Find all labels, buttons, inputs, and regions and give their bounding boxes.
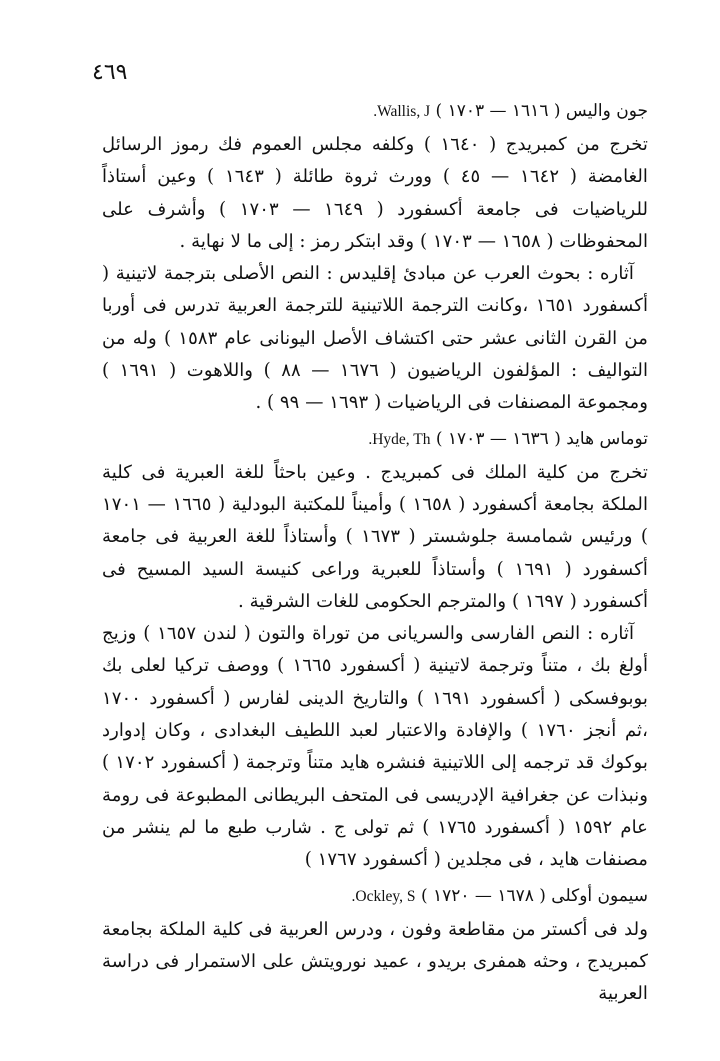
entry-heading-hyde — [102, 424, 648, 455]
entry-paragraph: آثاره : بحوث العرب عن مبادئ إقليدس : النص الأصلى بترجمة لاتينية ( أكسفورد ١٦٥١ ،وكانت الترجمة اللاتينية للترجمة العربية تدرس فى أوربا من القرن الثانى عشر حتى اكتشاف الأصل اليونانى عام ١٥٨٣ ) وله من التواليف : المؤلفون الرياضيون ( ١٦٧٦ — ٨٨ ) واللاهوت ( ١٦٩١ ) ومجموعة المصنفات فى الرياضيات ( ١٦٩٣ — ٩٩ ) . — [102, 263, 648, 414]
page-number: ٤٦٩ — [92, 60, 128, 85]
entry-heading-wallis — [102, 96, 648, 127]
entry-heading-arabic: توماس هايد ( ١٦٣٦ — ١٧٠٣ ) — [435, 428, 648, 449]
entry-heading-ockley — [102, 881, 648, 912]
page-content — [102, 92, 648, 1010]
entry-heading-latin: Wallis, J. — [373, 103, 431, 120]
entry-paragraph: آثاره : النص الفارسى والسريانى من توراة والتون ( لندن ١٦٥٧ ) وزيج أولغ بك ، متناً وترجمة لاتينية ( أكسفورد ١٦٦٥ ) ووصف تركيا لعلى بك بوبوفسكى ( أكسفورد ١٦٩١ ) والتاريخ الدينى لفارس ( أكسفورد ١٧٠٠ ،ثم أنجز ١٧٦٠ ) والإفادة والاعتبار لعبد اللطيف البغدادى ، وكان إدوارد بوكوك قد ترجمه إلى اللاتينية فنشره هايد متناً وترجمة ( أكسفورد ١٧٠٢ ) ونبذات عن جغرافية الإدريسى فى المتحف البريطانى المطبوعة فى رومة عام ١٥٩٢ ( أكسفورد ١٧٦٥ ) ثم تولى ج . شارب طبع ما لم ينشر من مصنفات هايد ، فى مجلدين ( أكسفورد ١٧٦٧ ) — [102, 623, 649, 871]
entry-heading-arabic: سيمون أوكلى ( ١٦٧٨ — ١٧٢٠ ) — [420, 885, 648, 906]
entry-paragraph: ولد فى أكستر من مقاطعة وفون ، ودرس العربية فى كلية الملكة بجامعة كمبريدج ، وحثه همفرى بريدو ، عميد نورويتش على الاستمرار فى دراسة العربية — [102, 918, 648, 1005]
entry-heading-arabic: جون واليس ( ١٦١٦ — ١٧٠٣ ) — [435, 101, 648, 121]
entry-heading-latin: Hyde, Th. — [368, 430, 431, 448]
entry-paragraph: تخرج من كمبريدج ( ١٦٤٠ ) وكلفه مجلس العموم فك رموز الرسائل الغامضة ( ١٦٤٢ — ٤٥ ) وورث ثروة طائلة ( ١٦٤٣ ) وعين أستاذاً للرياضيات فى جامعة أكسفورد ( ١٦٤٩ — ١٧٠٣ ) وأشرف على المحفوظات ( ١٦٥٨ — ١٧٠٣ ) وقد ابتكر رمز : إلى ما لا نهاية . — [102, 134, 649, 252]
entry-heading-latin: Ockley, S. — [351, 887, 416, 905]
entry-paragraph: تخرج من كلية الملك فى كمبريدج . وعين باحثاً للغة العبرية فى كلية الملكة بجامعة أكسفورد ( ١٦٥٨ ) وأميناً للمكتبة البودلية ( ١٦٦٥ — ١٧٠١ ) ورئيس شمامسة جلوشستر ( ١٦٧٣ ) وأستاذاً للغة العربية فى جامعة أكسفورد ( ١٦٩١ ) وأستاذاً للعبرية وراعى كنيسة السيد المسيح فى أكسفورد ( ١٦٩٧ ) والمترجم الحكومى للغات الشرقية . — [102, 461, 648, 612]
